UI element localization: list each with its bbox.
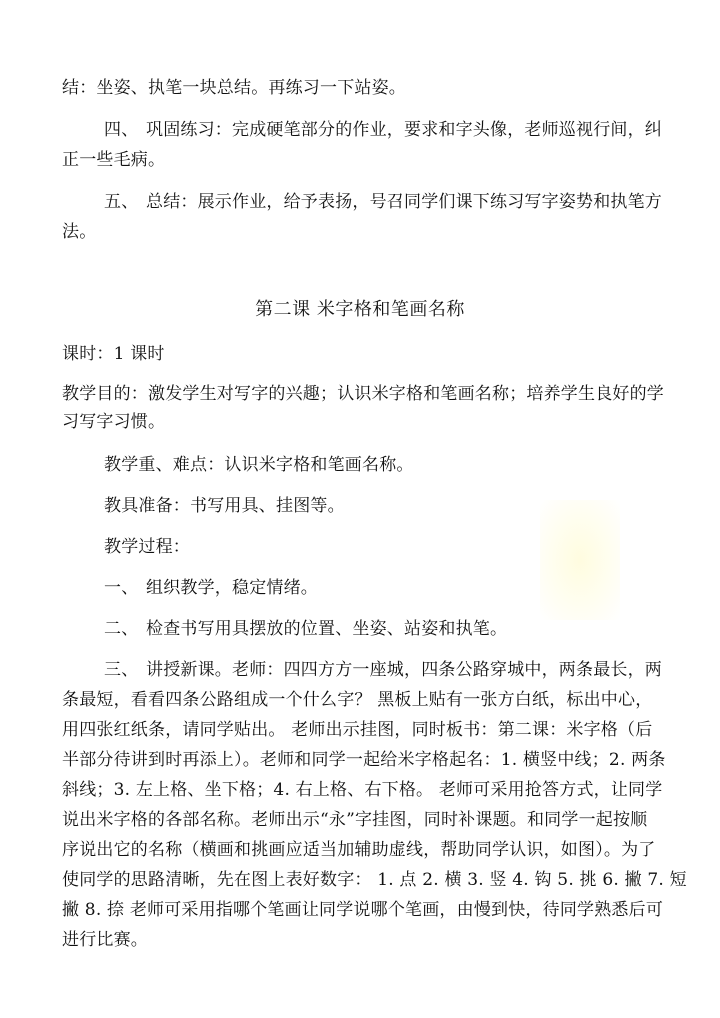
step-text: 组织教学，稳定情绪。 [146,578,318,598]
text-line: 法。 [62,222,97,242]
item-text: 巩固练习：完成硬笔部分的作业，要求和字头像，老师巡视行间，纠 [146,120,662,140]
step-number: 二、 [104,619,139,639]
item-number: 五、 [104,192,139,212]
text-line: 正一些毛病。 [62,150,166,170]
step-continuation-line: 撇 8. 捺 老师可采用指哪个笔画让同学说哪个笔画，由慢到快，待同学熟悉后可 [62,900,664,920]
class-hours: 课时：1 课时 [62,344,165,364]
key-points: 教学重、难点：认识米字格和笔画名称。 [104,455,414,475]
objective-line: 教学目的：激发学生对写字的兴趣；认识米字格和笔画名称；培养学生良好的学 [62,384,664,404]
text-line [104,190,662,214]
materials: 教具准备：书写用具、挂图等。 [104,496,345,516]
text-line: 结：坐姿、执笔一块总结。再练习一下站姿。 [62,78,406,98]
step-item [104,658,662,682]
step-continuation-line: 说出米字格的各部名称。老师出示“永”字挂图，同时补课题。和同学一起按顺 [62,810,648,830]
step-continuation-line: 斜线；3. 左上格、坐下格；4. 右上格、右下格。 老师可采用抢答方式，让同学 [62,780,663,800]
paper-stain [540,500,620,620]
step-continuation-line: 进行比赛。 [62,930,148,950]
step-item [104,617,507,641]
step-continuation-line: 半部分待讲到时再添上）。老师和同学一起给米字格起名：1. 横竖中线；2. 两条 [62,750,666,770]
item-text: 总结：展示作业，给予表扬，号召同学们课下练习写字姿势和执笔方 [146,192,662,212]
step-continuation-line: 用四张红纸条，请同学贴出。 老师出示挂图，同时板书：第二课：米字格（后 [62,720,653,740]
step-text: 检查书写用具摆放的位置、坐姿、站姿和执笔。 [146,619,508,639]
step-item [104,576,318,600]
step-continuation-line: 使同学的思路清晰，先在图上表好数字： 1. 点 2. 横 3. 竖 4. 钩 5. 挑 6. 撇 7. 短 [62,870,687,890]
lesson-title: 第二课 米字格和笔画名称 [255,299,465,320]
process-label: 教学过程： [104,537,190,557]
step-text: 讲授新课。老师：四四方方一座城，四条公路穿城中，两条最长，两 [146,660,662,680]
text-line [104,118,662,142]
item-number: 四、 [104,120,139,140]
step-number: 一、 [104,578,139,598]
step-continuation-line: 条最短，看看四条公路组成一个什么字？ 黑板上贴有一张方白纸，标出中心， [62,690,653,710]
objective-line: 习写字习惯。 [62,412,166,432]
step-continuation-line: 序说出它的名称（横画和挑画应适当加辅助虚线，帮助同学认识，如图）。为了 [62,840,656,860]
step-number: 三、 [104,660,139,680]
